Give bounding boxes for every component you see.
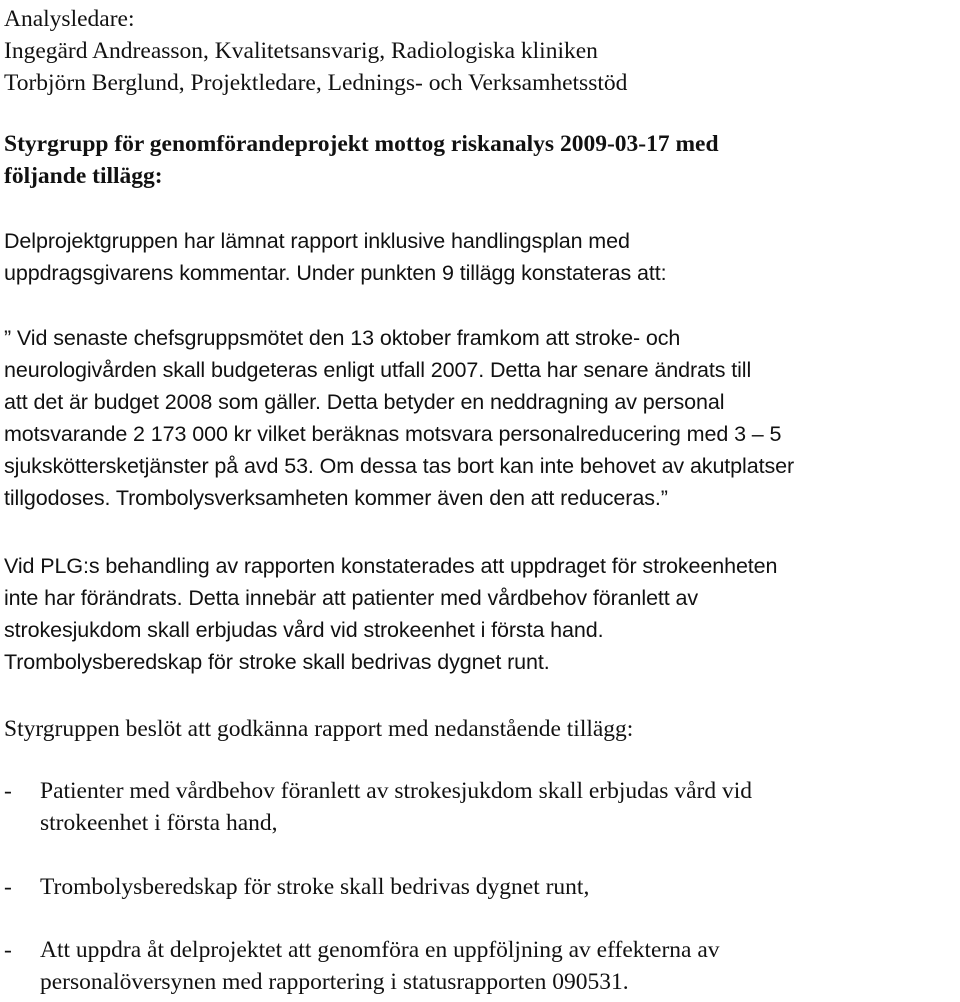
list-item (4, 775, 956, 839)
decision-paragraph (4, 713, 956, 745)
analysts-heading: Analysledare: (4, 6, 135, 32)
paragraph-line: Trombolysberedskap för stroke skall bedrivas dygnet runt. (4, 650, 550, 674)
list-dash: - (4, 778, 12, 804)
paragraph-line: uppdragsgivarens kommentar. Under punkten 9 tillägg konstateras att: (4, 261, 667, 285)
decision-line: Styrgruppen beslöt att godkänna rapport med nedanstående tillägg: (4, 716, 634, 742)
paragraph-line: strokesjukdom skall erbjudas vård vid strokeenhet i första hand. (4, 618, 604, 642)
list-item (4, 871, 956, 903)
list-item-line: personalöversynen med rapportering i statusrapporten 090531. (40, 969, 629, 995)
list-item-line: Patienter med vårdbehov föranlett av strokesjukdom skall erbjudas vård vid (40, 778, 752, 804)
quote-line: sjuksköttersketjänster på avd 53. Om dessa tas bort kan inte behovet av akutplatser (4, 454, 795, 478)
list-dash: - (4, 937, 12, 963)
analyst-line: Ingegärd Andreasson, Kvalitetsansvarig, Radiologiska kliniken (4, 38, 598, 64)
list-item-line: strokeenhet i första hand, (40, 810, 278, 836)
paragraph-line: Vid PLG:s behandling av rapporten konstaterades att uppdraget för strokeenheten (4, 554, 778, 578)
quote-line: ” Vid senaste chefsgruppsmötet den 13 oktober framkom att stroke- och (4, 326, 681, 350)
paragraph-plg (4, 550, 956, 678)
quote-block (4, 322, 956, 514)
analyst-line: Torbjörn Berglund, Projektledare, Lednings- och Verksamhetsstöd (4, 70, 628, 96)
list-dash: - (4, 874, 12, 900)
steering-heading-line: följande tillägg: (4, 163, 163, 189)
quote-line: motsvarande 2 173 000 kr vilket beräknas motsvara personalreducering med 3 – 5 (4, 422, 782, 446)
analysts-section (4, 3, 956, 99)
steering-heading-line: Styrgrupp för genomförandeprojekt mottog riskanalys 2009-03-17 med (4, 131, 719, 157)
quote-line: att det är budget 2008 som gäller. Detta betyder en neddragning av personal (4, 390, 725, 414)
paragraph-delprojekt (4, 225, 956, 289)
paragraph-line: inte har förändrats. Detta innebär att patienter med vårdbehov föranlett av (4, 586, 699, 610)
quote-line: tillgodoses. Trombolysverksamheten kommer även den att reduceras.” (4, 486, 668, 510)
list-item-line: Att uppdra åt delprojektet att genomföra en uppföljning av effekterna av (40, 937, 720, 963)
quote-line: neurologivården skall budgeteras enligt utfall 2007. Detta har senare ändrats till (4, 358, 752, 382)
paragraph-line: Delprojektgruppen har lämnat rapport inklusive handlingsplan med (4, 229, 630, 253)
list-item-line: Trombolysberedskap för stroke skall bedrivas dygnet runt, (40, 874, 590, 900)
steering-heading (4, 128, 956, 192)
list-item (4, 934, 956, 998)
